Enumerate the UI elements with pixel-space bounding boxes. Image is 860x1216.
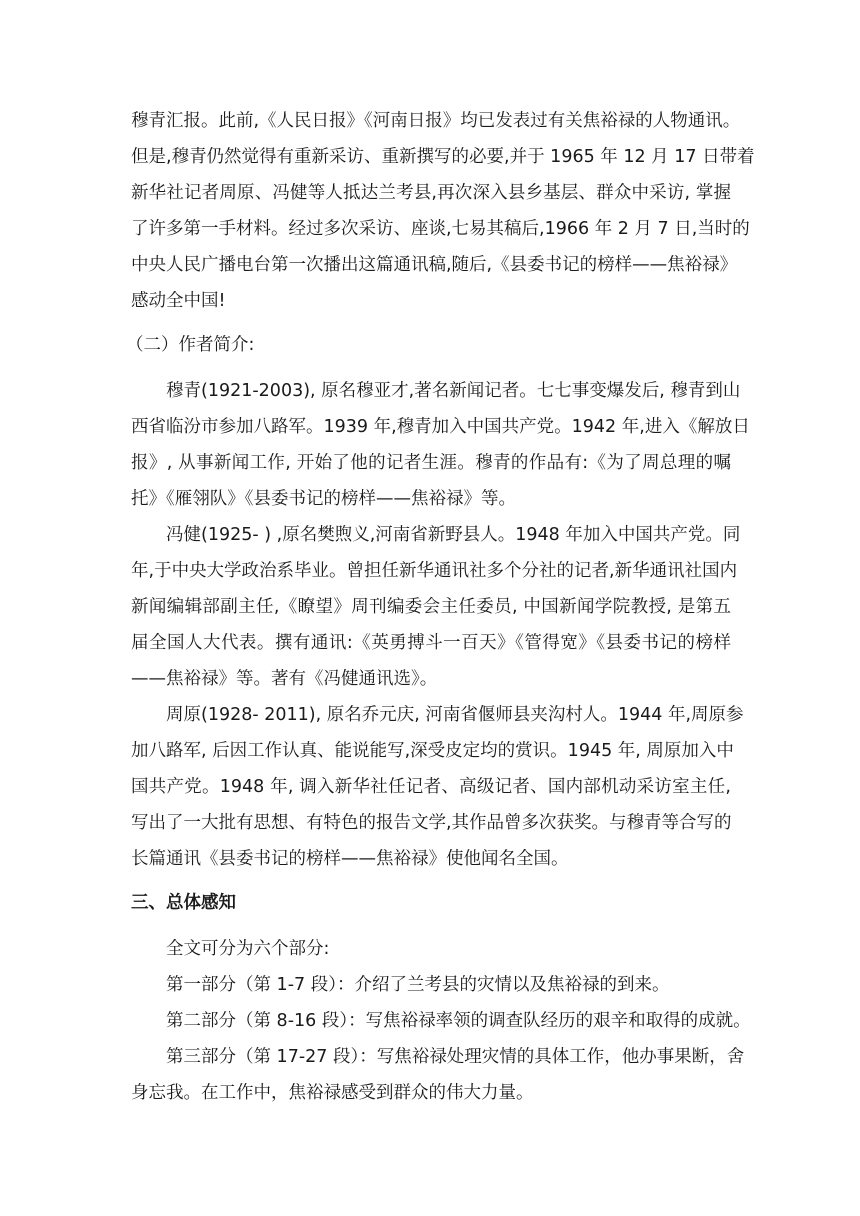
paragraph-line: 新华社记者周原、冯健等人抵达兰考县,再次深入县乡基层、群众中采访, 掌握 (131, 183, 731, 203)
paragraph-line: 冯健(1925- ) ,原名樊煦义,河南省新野县人。1948 年加入中国共产党。同 (166, 525, 741, 545)
paragraph-line: 了许多第一手材料。经过多次采访、座谈,七易其稿后,1966 年 2 月 7 日,当时的 (131, 219, 750, 239)
paragraph-line: 年,于中央大学政治系毕业。曾担任新华通讯社多个分社的记者,新华通讯社国内 (131, 561, 738, 581)
paragraph-line: 全文可分为六个部分: (166, 939, 330, 959)
paragraph-line: ——焦裕禄》等。著有《冯健通讯选》。 (131, 669, 438, 689)
paragraph-line: 穆青汇报。此前,《人民日报》《河南日报》均已发表过有关焦裕禄的人物通讯。 (131, 111, 741, 131)
paragraph-line: 报》, 从事新闻工作, 开始了他的记者生涯。穆青的作品有:《为了周总理的嘱 (131, 453, 731, 473)
paragraph-line: 西省临汾市参加八路军。1939 年,穆青加入中国共产党。1942 年,进入《解放日 (131, 417, 750, 437)
paragraph-line: 周原(1928- 2011), 原名乔元庆, 河南省偃师县夹沟村人。1944 年,周原参 (166, 705, 744, 725)
paragraph-line: 穆青(1921-2003), 原名穆亚才,著名新闻记者。七七事变爆发后, 穆青到山 (166, 381, 741, 401)
paragraph-line: 身忘我。在工作中，焦裕禄感受到群众的伟大力量。 (131, 1083, 534, 1103)
paragraph-line: 中央人民广播电台第一次播出这篇通讯稿,随后,《县委书记的榜样——焦裕禄》 (131, 255, 738, 275)
paragraph-line: 新闻编辑部副主任,《瞭望》周刊编委会主任委员, 中国新闻学院教授, 是第五 (131, 597, 731, 617)
paragraph-line: 感动全中国! (131, 291, 226, 311)
paragraph-line: 第一部分（第 1-7 段）：介绍了兰考县的灾情以及焦裕禄的到来。 (166, 975, 670, 995)
paragraph-line: 加八路军, 后因工作认真、能说能写,深受皮定均的赏识。1945 年, 周原加入中 (131, 741, 734, 761)
author-heading: （二）作者简介: (126, 335, 255, 355)
section-heading: 三、总体感知 (131, 893, 236, 913)
paragraph-line: 第三部分（第 17-27 段）：写焦裕禄处理灾情的具体工作，他办事果断，舍 (166, 1047, 745, 1067)
paragraph-line: 第二部分（第 8-16 段）：写焦裕禄率领的调查队经历的艰辛和取得的成就。 (166, 1011, 751, 1031)
paragraph-line: 届全国人大代表。撰有通讯:《英勇搏斗一百天》《管得宽》《县委书记的榜样 (131, 633, 731, 653)
paragraph-line: 长篇通讯《县委书记的榜样——焦裕禄》使他闻名全国。 (131, 849, 569, 869)
paragraph-line: 托》《雁翎队》《县委书记的榜样——焦裕禄》等。 (131, 489, 516, 509)
paragraph-line: 但是,穆青仍然觉得有重新采访、重新撰写的必要,并于 1965 年 12 月 17 日带着 (131, 147, 755, 167)
paragraph-line: 写出了一大批有思想、有特色的报告文学,其作品曾多次获奖。与穆青等合写的 (131, 813, 732, 833)
paragraph-line: 国共产党。1948 年, 调入新华社任记者、高级记者、国内部机动采访室主任, (131, 777, 731, 797)
